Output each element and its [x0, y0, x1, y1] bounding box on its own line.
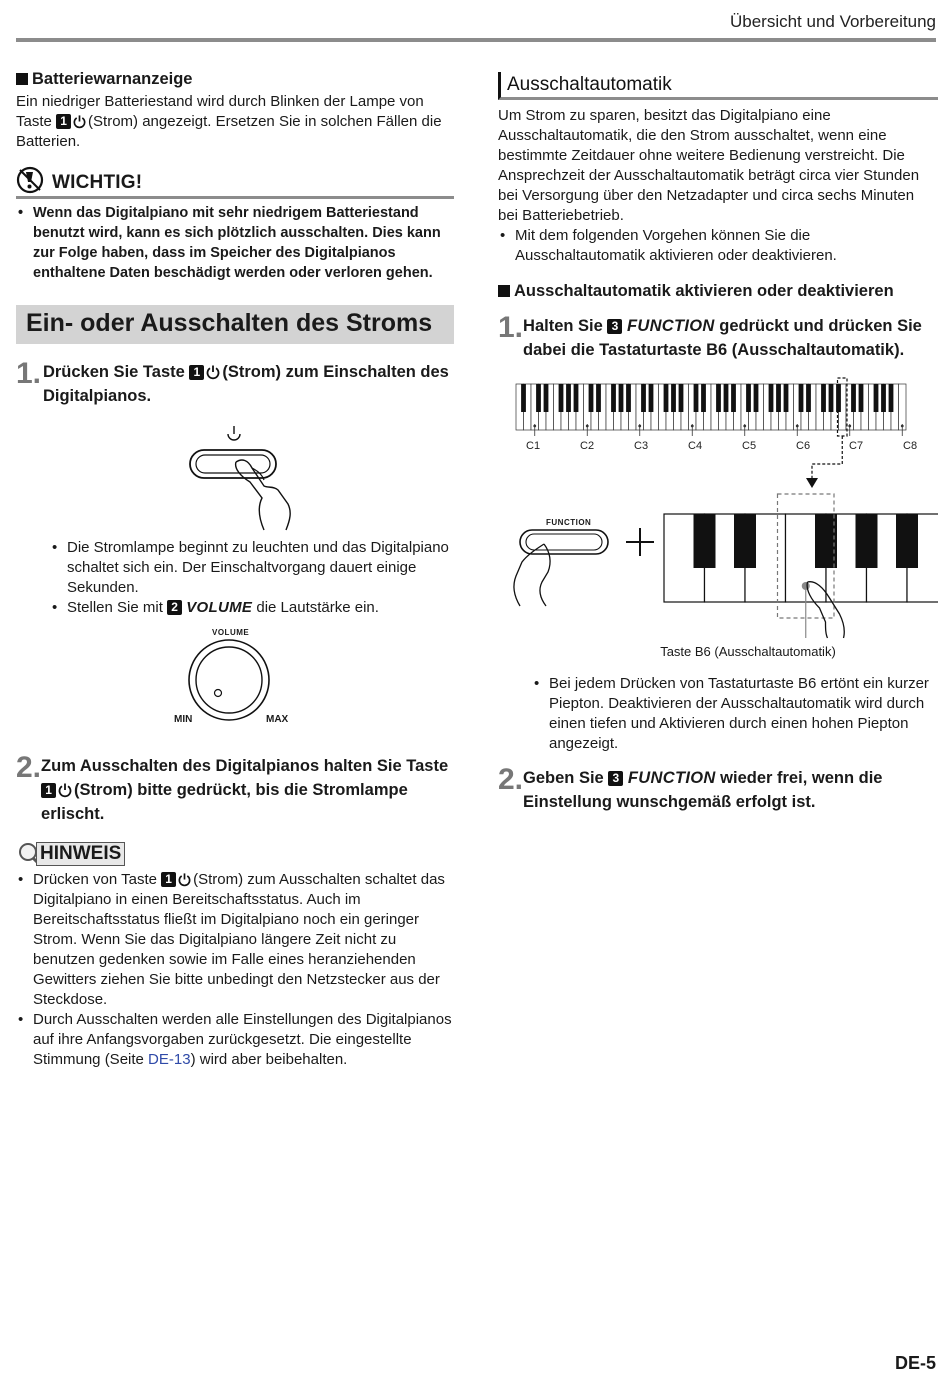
zoom-key-dot — [802, 582, 810, 590]
step-2 — [16, 751, 454, 826]
c-marker-dot — [796, 425, 799, 428]
power-icon — [177, 872, 192, 887]
black-key — [619, 384, 624, 412]
octave-label: C3 — [634, 440, 649, 452]
octave-label: C8 — [903, 440, 918, 452]
key-caption: Taste B6 (Ausschaltautomatik) — [660, 644, 836, 659]
black-key — [784, 384, 789, 412]
c-marker-dot — [848, 425, 851, 428]
c-marker-dot — [901, 425, 904, 428]
section-title: Ausschaltautomatik — [507, 74, 672, 95]
hinweis-header — [16, 842, 454, 866]
key-badge: 2 — [167, 600, 182, 615]
black-key — [701, 384, 706, 412]
key-badge: 3 — [608, 771, 623, 786]
black-key — [559, 384, 564, 412]
black-key — [544, 384, 549, 412]
step-text: Halten Sie 3 FUNCTION gedrückt und drücken Sie dabei die Tastaturtaste B6 (Ausschaltautomatik). — [523, 317, 922, 359]
black-key — [874, 384, 879, 412]
step-text: Drücken Sie Taste 1 (Strom) zum Einschalten des Digitalpianos. — [42, 363, 449, 405]
black-key — [521, 384, 526, 412]
function-button-inner — [526, 534, 602, 550]
header-rule — [16, 38, 936, 42]
black-key — [671, 384, 676, 412]
list-item: • Die Stromlampe beginnt zu leuchten und das Digitalpiano schaltet sich ein. Der Einschaltvorgang dauert einige Sekunden. — [50, 538, 454, 598]
b6-arrow-head — [806, 478, 818, 488]
black-key — [731, 384, 736, 412]
c-marker-dot — [586, 425, 589, 428]
octave-label: C6 — [796, 440, 811, 452]
volume-label: VOLUME — [186, 599, 253, 616]
warning-title: WICHTIG! — [52, 172, 143, 193]
power-icon — [205, 364, 221, 380]
black-key — [724, 384, 729, 412]
section-header — [498, 72, 938, 100]
square-bullet-icon — [16, 73, 28, 85]
step-number: 1. — [498, 311, 524, 344]
octave-label: C2 — [580, 440, 595, 452]
power-icon — [57, 782, 73, 798]
octave-labels — [498, 440, 938, 456]
step-1 — [16, 357, 454, 408]
list-item: • Drücken von Taste 1 (Strom) zum Ausschalten schaltet das Digitalpiano in einen Bereitschaftsstatus. Auch im Bereitschaftsstatus fließt im Digitalpiano noch ein geringer Strom. Wenn Sie das Digitalpiano längere Zeit nicht zu benutzen gedenken sowie im Falle eines heranziehenden Gewitters ziehen Sie bitte unbedingt den Netzstecker aus der Steckdose. — [16, 870, 454, 1010]
black-key — [611, 384, 616, 412]
warning-header — [16, 166, 454, 199]
volume-max-label: MAX — [266, 714, 289, 725]
square-bullet-icon — [498, 285, 510, 297]
section-title: Ein- oder Ausschalten des Stroms — [16, 305, 454, 344]
black-key — [566, 384, 571, 412]
list-item: • Mit dem folgenden Vorgehen können Sie die Ausschaltautomatik aktivieren oder deaktivieren. — [498, 226, 938, 266]
black-key — [829, 384, 834, 412]
left-column — [16, 68, 454, 1070]
black-key — [596, 384, 601, 412]
volume-knob-icon — [176, 638, 286, 722]
zoom-black-key — [896, 514, 918, 568]
black-key — [776, 384, 781, 412]
black-key — [641, 384, 646, 412]
step-text: Zum Ausschalten des Digitalpianos halten Sie Taste 1 (Strom) bitte gedrückt, bis die Stromlampe erlischt. — [41, 757, 449, 823]
function-label: FUNCTION — [627, 769, 716, 787]
octave-label: C5 — [742, 440, 757, 452]
key-badge: 1 — [189, 365, 204, 380]
page-link[interactable]: DE-13 — [148, 1051, 191, 1068]
black-key — [851, 384, 856, 412]
black-key — [694, 384, 699, 412]
black-key — [649, 384, 654, 412]
black-key — [664, 384, 669, 412]
hinweis-list — [16, 870, 454, 1070]
step-text: Geben Sie 3 FUNCTION wieder frei, wenn die Einstellung wunschgemäß erfolgt ist. — [523, 769, 883, 811]
step-1-bullets — [532, 674, 938, 754]
octave-label: C1 — [526, 440, 541, 452]
black-key — [821, 384, 826, 412]
black-key — [754, 384, 759, 412]
key-badge: 1 — [41, 783, 56, 798]
list-item: • Bei jedem Drücken von Tastaturtaste B6 ertönt ein kurzer Piepton. Deaktivieren der Ausschaltautomatik wird durch einen tiefen und Aktivieren durch einen hohen Piepton angezeigt. — [532, 674, 938, 754]
black-key — [881, 384, 886, 412]
black-key — [536, 384, 541, 412]
key-badge: 1 — [161, 872, 176, 887]
step-1 — [498, 311, 938, 362]
step-number: 1. — [16, 357, 42, 390]
black-key — [589, 384, 594, 412]
black-key — [769, 384, 774, 412]
c-marker-dot — [691, 425, 694, 428]
c-marker-dot — [638, 425, 641, 428]
keyboard-figure — [498, 376, 938, 666]
black-key — [799, 384, 804, 412]
black-key — [889, 384, 894, 412]
power-button-illustration — [16, 424, 454, 536]
step-number: 2. — [16, 751, 42, 784]
black-key — [836, 384, 841, 412]
function-button-label: FUNCTION — [546, 518, 592, 527]
battery-paragraph: Ein niedriger Batteriestand wird durch Blinken der Lampe von Taste 1 (Strom) angezeigt. Ersetzen Sie in solchen Fällen die Batterien. — [16, 93, 442, 150]
power-button-figure — [16, 424, 454, 536]
step-2 — [498, 763, 938, 814]
octave-label: C7 — [849, 440, 864, 452]
black-key — [859, 384, 864, 412]
black-key — [679, 384, 684, 412]
zoom-black-key — [694, 514, 716, 568]
intro-bullets — [498, 226, 938, 266]
intro-paragraph: Um Strom zu sparen, besitzt das Digitalpiano eine Ausschaltautomatik, die den Strom ausschaltet, wenn eine bestimmte Zeitdauer ohne weitere Bedienung verstreicht. Die Ansprechzeit der Ausschaltautomatik beträgt circa vier Stunden bei Versorgung über den Netzadapter und circa sechs Minuten bei Batteriebetrieb. — [498, 107, 920, 224]
volume-knob-label: VOLUME — [212, 628, 250, 637]
list-item: • Stellen Sie mit 2 VOLUME die Lautstärke ein. — [50, 598, 454, 618]
power-icon — [72, 114, 87, 129]
volume-min-label: MIN — [174, 714, 193, 725]
right-column — [498, 72, 938, 814]
warning-icon — [16, 166, 46, 194]
battery-heading: Batteriewarnanzeige — [16, 68, 454, 90]
key-badge: 1 — [56, 114, 71, 129]
black-key — [626, 384, 631, 412]
zoom-black-key — [734, 514, 756, 568]
step-1-bullets — [50, 538, 454, 618]
black-key — [574, 384, 579, 412]
subheading: Ausschaltautomatik aktivieren oder deaktivieren — [498, 280, 938, 302]
octave-label: C4 — [688, 440, 703, 452]
page-number: DE-5 — [894, 1353, 936, 1373]
hinweis-title: HINWEIS — [36, 842, 125, 866]
black-key — [746, 384, 751, 412]
function-label: FUNCTION — [627, 317, 715, 335]
key-badge: 3 — [607, 319, 622, 334]
step-number: 2. — [498, 763, 524, 796]
black-key — [806, 384, 811, 412]
black-key — [716, 384, 721, 412]
zoom-black-key — [856, 514, 878, 568]
c-marker-dot — [533, 425, 536, 428]
warning-list — [16, 203, 454, 283]
page-header-title: Übersicht und Vorbereitung — [729, 12, 936, 31]
list-item: • Wenn das Digitalpiano mit sehr niedrigem Batteriestand benutzt wird, kann es sich plötzlich ausschalten. Dies kann zur Folge haben, dass im Speicher des Digitalpianos enthaltene Daten beschädigt werden oder verloren gehen. — [16, 203, 454, 283]
list-item: • Durch Ausschalten werden alle Einstellungen des Digitalpianos auf ihre Anfangsvorgaben zurückgesetzt. Die eingestellte Stimmung (Seite DE-13) wird aber beibehalten. — [16, 1010, 454, 1070]
white-key — [899, 384, 907, 430]
c-marker-dot — [743, 425, 746, 428]
volume-knob-figure — [16, 628, 454, 738]
